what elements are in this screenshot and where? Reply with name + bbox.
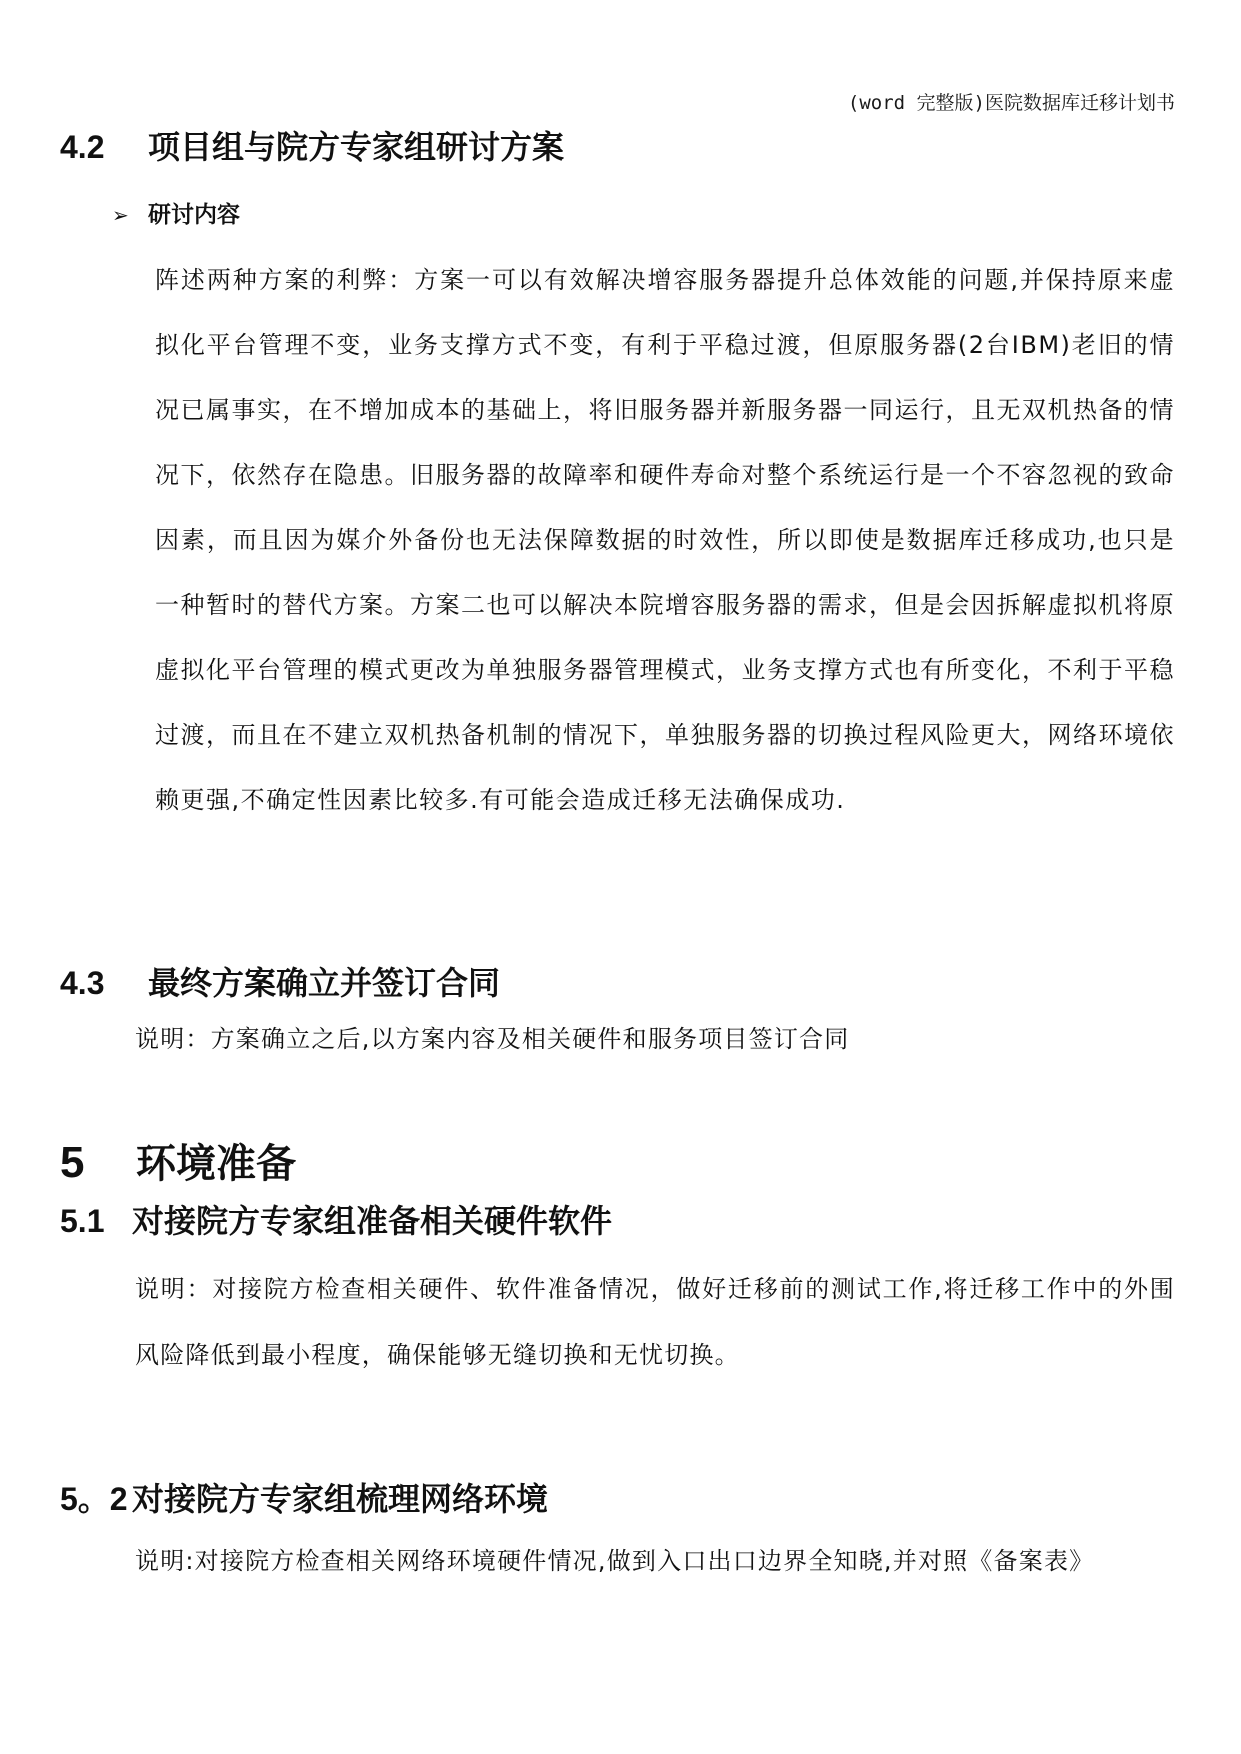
heading-4-2 [60, 122, 564, 168]
note-4-3: 说明：方案确立之后,以方案内容及相关硬件和服务项目签订合同 [135, 1025, 850, 1053]
heading-5-2-number: 5。2 [60, 1481, 128, 1517]
note-5-1: 说明：对接院方检查相关硬件、软件准备情况，做好迁移前的测试工作,将迁移工作中的外围风险降低到最小程度，确保能够无缝切换和无忧切换。 [135, 1275, 1175, 1369]
heading-5-1-title: 对接院方专家组准备相关硬件软件 [132, 1202, 613, 1240]
heading-5-2 [60, 1474, 548, 1520]
bullet-discussion-content [112, 196, 240, 229]
bullet-label: 研讨内容 [148, 202, 240, 228]
heading-5-2-title: 对接院方专家组梳理网络环境 [132, 1480, 549, 1518]
heading-5-1 [60, 1196, 612, 1242]
arrow-bullet-icon: ➢ [112, 203, 129, 227]
note-5-2: 说明:对接院方检查相关网络环境硬件情况,做到入口出口边界全知晓,并对照《备案表》 [135, 1547, 1095, 1575]
heading-4-2-title: 项目组与院方专家组研讨方案 [148, 128, 565, 166]
heading-4-3-title: 最终方案确立并签订合同 [148, 964, 501, 1002]
heading-4-3 [60, 958, 500, 1004]
heading-5-1-number: 5.1 [60, 1203, 105, 1239]
heading-5-number: 5 [60, 1138, 85, 1187]
heading-5 [60, 1132, 296, 1189]
heading-5-title: 环境准备 [136, 1141, 296, 1187]
heading-4-2-number: 4.2 [60, 129, 105, 165]
page-header-doc-title: (word 完整版)医院数据库迁移计划书 [847, 92, 1175, 114]
paragraph-discussion: 阵述两种方案的利弊：方案一可以有效解决增容服务器提升总体效能的问题,并保持原来虚拟化平台管理不变，业务支撑方式不变，有利于平稳过渡，但原服务器(2台IBM)老旧的情况已属事实，在不增加成本的基础上，将旧服务器并新服务器一同运行，且无双机热备的情况下，依然存在隐患。旧服务器的故障率和硬件寿命对整个系统运行是一个不容忽视的致命因素，而且因为媒介外备份也无法保障数据的时效性，所以即使是数据库迁移成功,也只是一种暂时的替代方案。方案二也可以解决本院增容服务器的需求，但是会因拆解虚拟机将原虚拟化平台管理的模式更改为单独服务器管理模式，业务支撑方式也有所变化，不利于平稳过渡，而且在不建立双机热备机制的情况下，单独服务器的切换过程风险更大，网络环境依赖更强,不确定性因素比较多.有可能会造成迁移无法确保成功. [155, 266, 1175, 814]
heading-4-3-number: 4.3 [60, 965, 105, 1001]
